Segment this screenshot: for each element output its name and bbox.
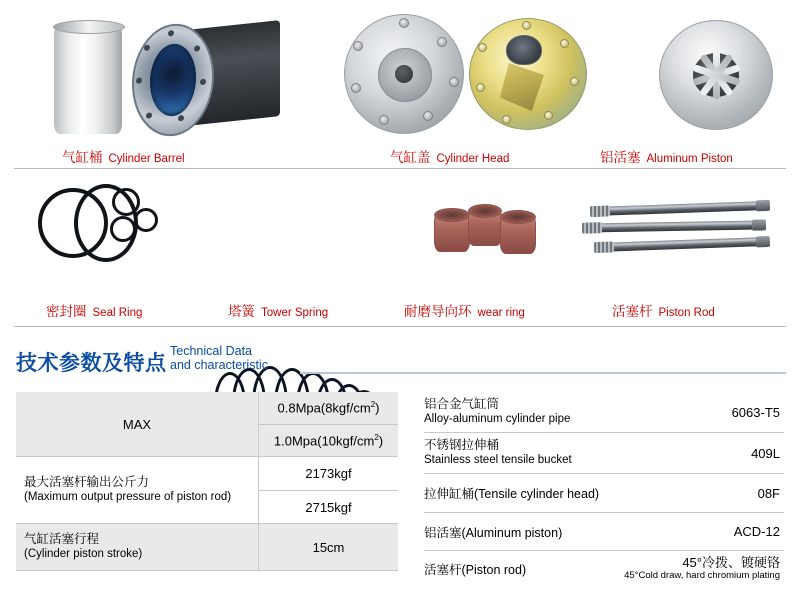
caption-aluminum-piston <box>600 146 733 166</box>
table-left <box>16 392 398 588</box>
row-stainless-value <box>694 433 784 473</box>
table-right <box>424 392 784 588</box>
section-title-en-line1: Technical Data <box>170 344 252 358</box>
row-tensile-head-value <box>694 474 784 512</box>
section-title-en-line2: and characteristic <box>170 358 268 372</box>
row-aluminum-piston-value <box>694 513 784 550</box>
caption-en: Aluminum Piston <box>646 153 733 165</box>
cell-text: MAX <box>122 416 152 432</box>
parts-photo-row-1 <box>14 8 786 166</box>
caption-cn: 耐磨导向环 <box>404 304 472 319</box>
row-aluminum-piston-label <box>424 513 694 550</box>
cell-text-cn: 铝合金气缸筒 <box>424 397 500 411</box>
cell-text: 拉伸缸桶(Tensile cylinder head) <box>424 487 600 501</box>
row-max-value-2 <box>259 425 398 456</box>
cylinder-head-gold-photo <box>469 18 587 130</box>
cell-text: 15cm <box>312 539 345 555</box>
caption-en: wear ring <box>477 307 525 319</box>
divider-2 <box>14 326 786 327</box>
cell-text-cn: 气缸活塞行程 <box>24 532 100 546</box>
cell-text: 2715kgf <box>305 499 352 515</box>
caption-seal-ring <box>46 300 142 320</box>
caption-cn: 气缸桶 <box>62 150 103 165</box>
cell-text-en: (Cylinder piston stroke) <box>24 548 143 560</box>
cell-text: 铝活塞(Aluminum piston) <box>424 525 563 540</box>
cell-text-en: 45°Cold draw, hard chromium plating <box>624 570 780 581</box>
caption-piston-rod <box>612 300 715 320</box>
caption-en: Cylinder Head <box>436 153 510 165</box>
row-tensile-head-label <box>424 474 694 512</box>
cell-text-en: Alloy-aluminum cylinder pipe <box>424 413 571 425</box>
caption-cn: 活塞杆 <box>612 304 653 319</box>
caption-cylinder-head <box>390 146 509 166</box>
seal-ring-photo <box>38 182 178 262</box>
cell-text: 409L <box>751 445 780 461</box>
section-title-cn: 技术参数及特点 <box>16 352 167 375</box>
aluminum-piston-photo <box>659 20 773 130</box>
cell-text-cn: 不锈钢拉伸桶 <box>424 438 500 452</box>
row-stroke-label <box>16 524 258 570</box>
section-title-rule <box>300 372 786 374</box>
caption-en: Tower Spring <box>261 307 329 319</box>
row-output-pressure-value-1 <box>259 457 398 490</box>
cell-text-cn: 最大活塞杆输出公斤力 <box>24 475 150 489</box>
cell-text-cn: 45°冷拨、镀硬铬 <box>682 555 780 570</box>
row-alloy-value <box>694 392 784 432</box>
caption-cn: 密封圈 <box>46 304 87 319</box>
cell-text: ACD-12 <box>733 524 780 539</box>
row-max-value-1 <box>259 392 398 424</box>
caption-en: Cylinder Barrel <box>108 153 185 165</box>
cell-text: $1.0Mpa(10kgf/cm^2)$ <box>273 432 384 449</box>
cell-text: 2173kgf <box>305 466 352 481</box>
row-output-pressure-value-2 <box>259 491 398 523</box>
caption-en: Piston Rod <box>658 307 715 319</box>
caption-wear-ring <box>404 300 525 320</box>
cylinder-barrel-photo <box>54 24 122 134</box>
piston-rod-photo <box>584 200 774 260</box>
caption-cylinder-barrel <box>62 146 185 166</box>
cell-text: 6063-T5 <box>731 404 780 420</box>
cell-text: 活塞杆(Piston rod) <box>424 563 527 577</box>
row-piston-rod-label <box>424 551 604 587</box>
section-title-en <box>170 344 300 372</box>
caption-en: Seal Ring <box>92 307 143 319</box>
cell-text: 08F <box>757 485 780 501</box>
row-alloy-label <box>424 392 694 432</box>
cell-text-en: Stainless steel tensile bucket <box>424 454 572 466</box>
row-max-label <box>16 392 258 456</box>
row-stroke-value <box>259 524 398 570</box>
cell-text: $0.8Mpa(8kgf/cm^2)$ <box>277 400 380 416</box>
caption-cn: 塔簧 <box>228 304 255 319</box>
cylinder-head-photo <box>344 14 464 134</box>
cell-text-en: (Maximum output pressure of piston rod) <box>24 491 232 503</box>
caption-cn: 铝活塞 <box>600 150 641 165</box>
caption-tower-spring <box>228 300 328 320</box>
row-piston-rod-value <box>604 551 784 587</box>
caption-cn: 气缸盖 <box>390 150 431 165</box>
row-output-pressure-label <box>16 457 258 523</box>
divider-1 <box>14 168 786 169</box>
wear-ring-photo <box>434 204 544 260</box>
cylinder-barrel-flange-photo <box>132 22 282 140</box>
row-stainless-label <box>424 433 694 473</box>
